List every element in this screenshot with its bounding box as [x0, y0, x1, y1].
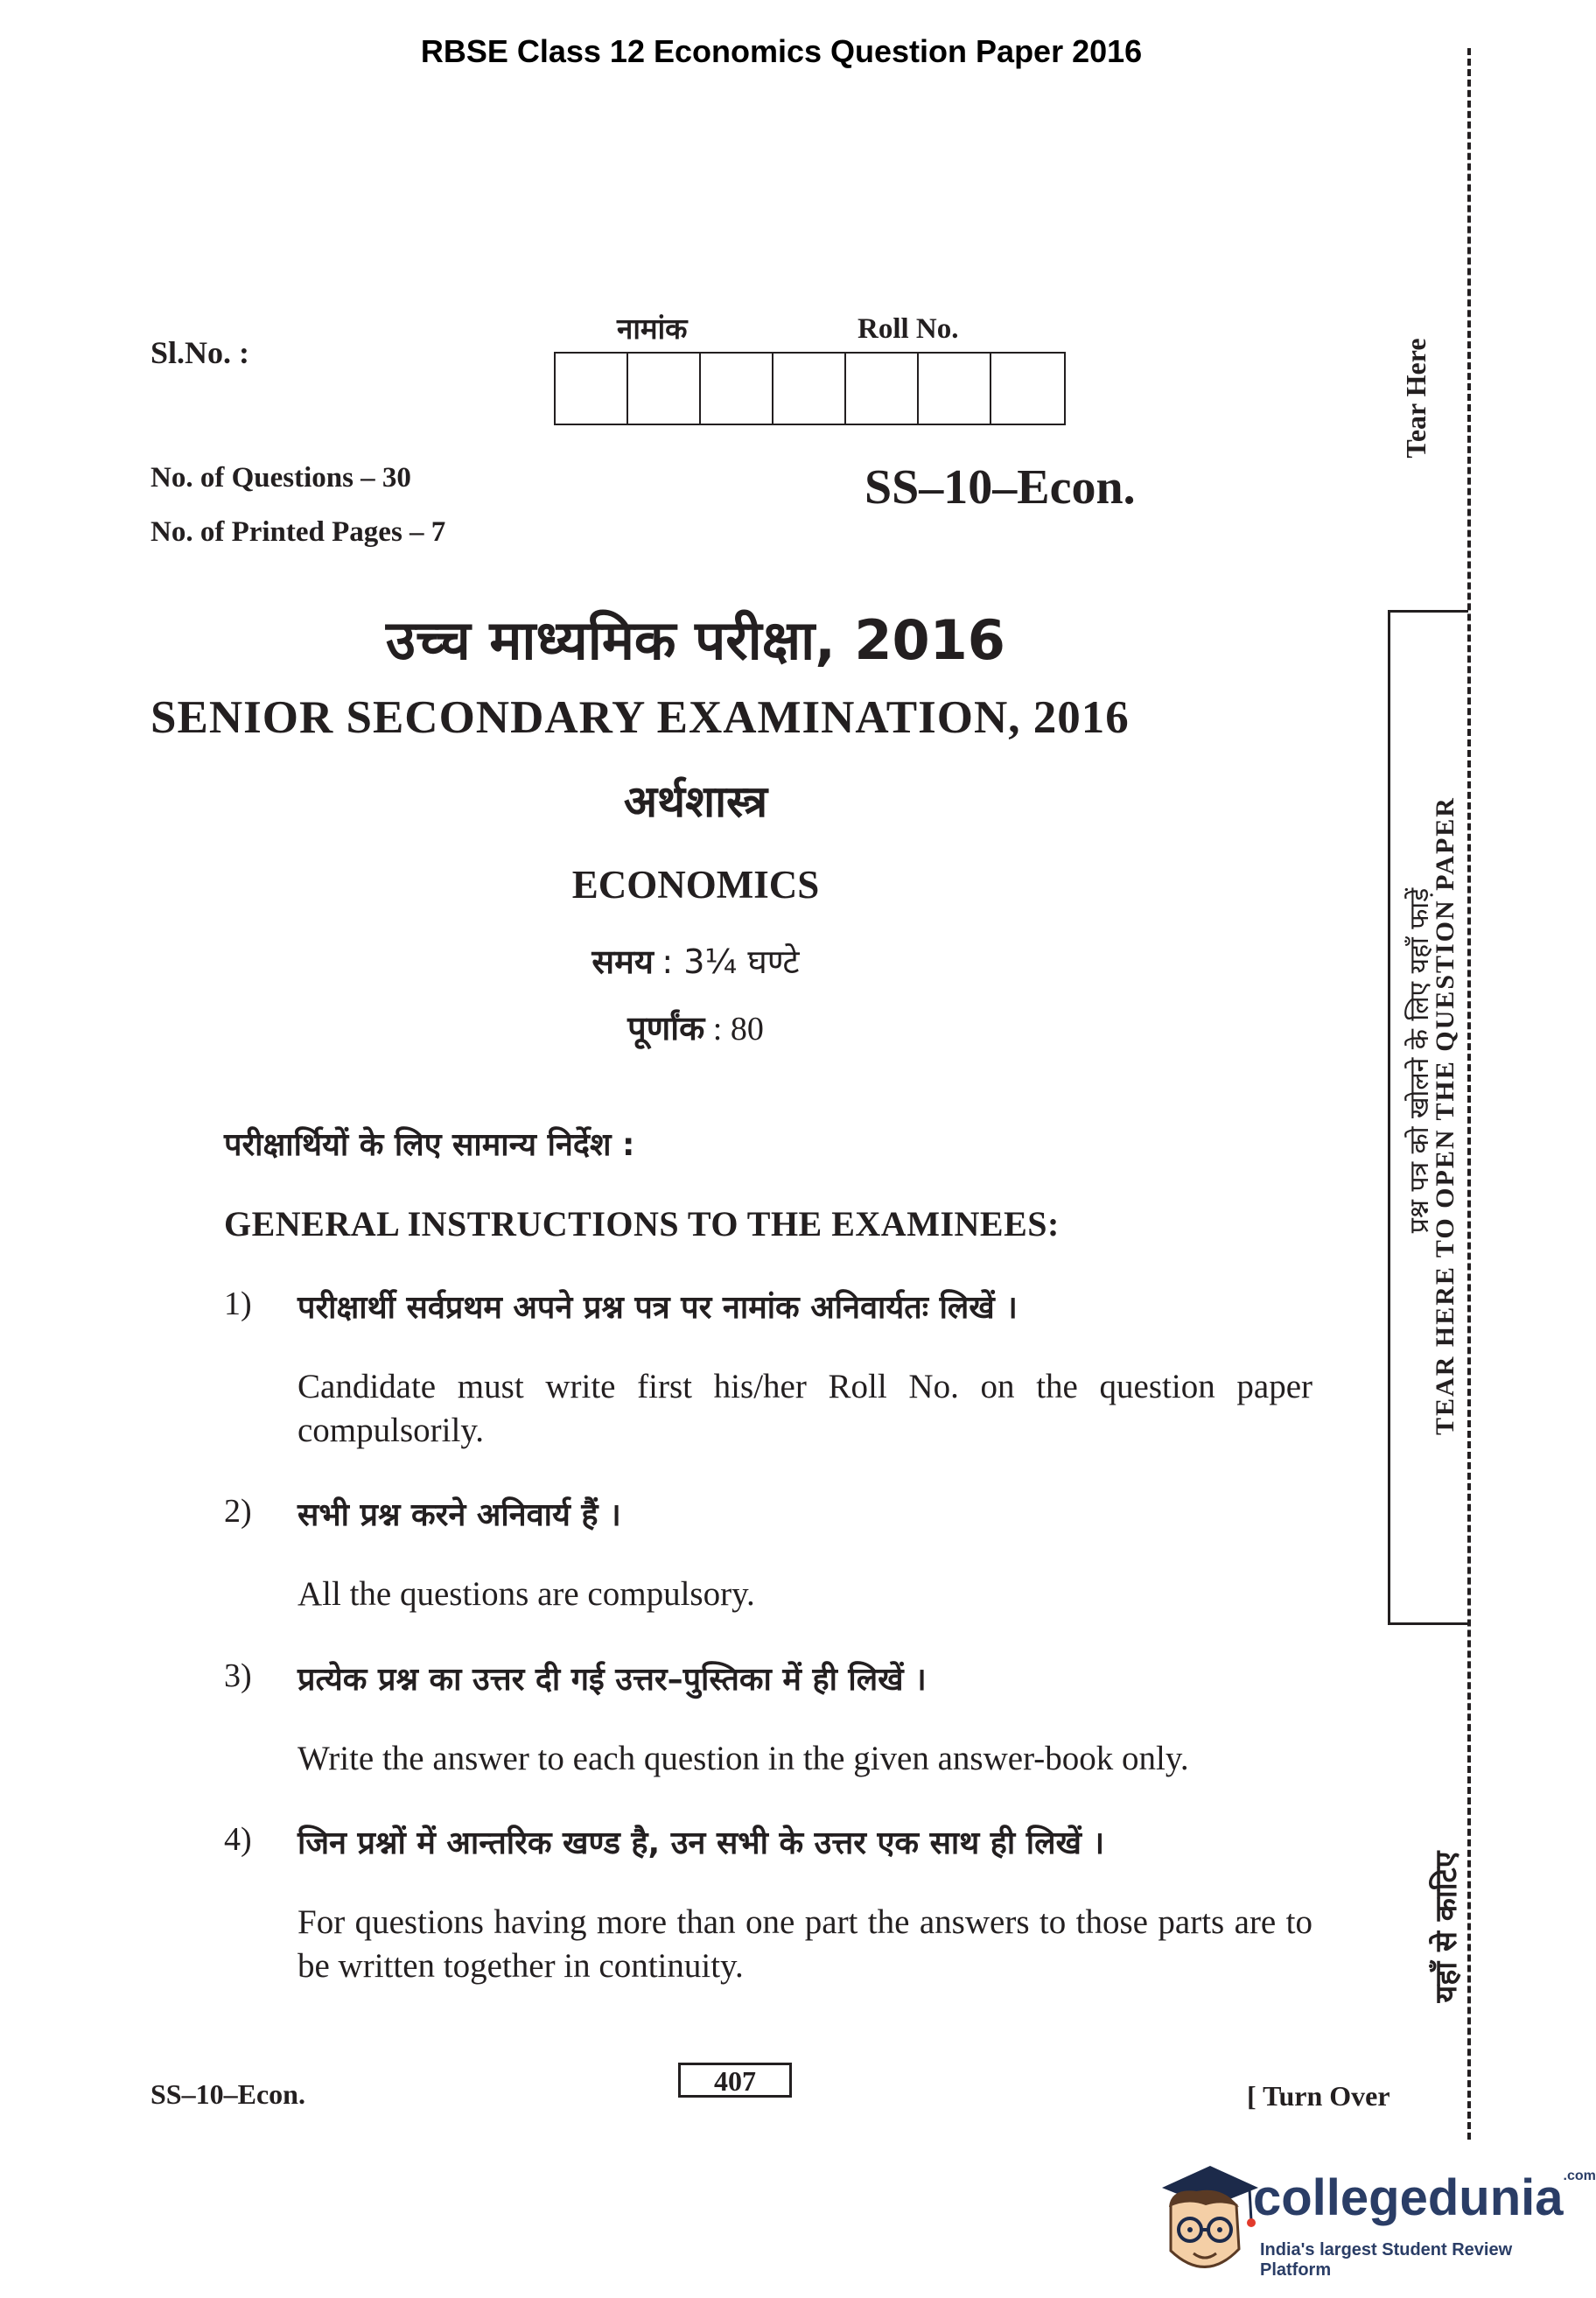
paper-code: SS–10–Econ. [864, 460, 1136, 515]
time-label: समय [592, 942, 654, 981]
collegedunia-mascot-icon [1144, 2153, 1258, 2284]
number-of-questions: No. of Questions – 30 [150, 462, 411, 494]
instruction-hindi: प्रत्येक प्रश्न का उत्तर दी गई उत्तर–पुस्तिका में ही लिखें । [298, 1662, 927, 1698]
instruction-hindi: परीक्षार्थी सर्वप्रथम अपने प्रश्न पत्र पर नामांक अनिवार्यतः लिखें । [298, 1290, 1018, 1326]
marks-value: : 80 [712, 1011, 764, 1047]
time-line [0, 938, 1391, 984]
roll-cell[interactable] [701, 354, 774, 424]
instruction-number: 3) [224, 1657, 252, 1694]
collegedunia-suffix: .com [1563, 2168, 1596, 2183]
roll-label-english: Roll No. [858, 313, 959, 345]
roll-cell[interactable] [846, 354, 919, 424]
roll-cell[interactable] [628, 354, 701, 424]
instruction-english: Candidate must write first his/her Roll No. on the question paper compulsorily. [298, 1368, 1312, 1449]
roll-cell[interactable] [556, 354, 628, 424]
exam-title-english: SENIOR SECONDARY EXAMINATION, 2016 [150, 692, 1130, 743]
instruction-english: All the questions are compulsory. [298, 1575, 755, 1613]
marks-label: पूर्णांक [627, 1009, 705, 1047]
roll-cell[interactable] [919, 354, 991, 424]
roll-cell[interactable] [774, 354, 846, 424]
slno-label: Sl.No. : [150, 335, 250, 370]
time-value: : 3¼ घण्टे [662, 942, 800, 981]
page-number: 407 [714, 2065, 756, 2097]
collegedunia-wordmark: collegedunia [1253, 2169, 1564, 2226]
instruction-english: For questions having more than one part the answers to those parts are to be written together in continuity. [298, 1903, 1312, 1985]
instruction-hindi: जिन प्रश्नों में आन्तरिक खण्ड है, उन सभी के उत्तर एक साथ ही लिखें । [298, 1825, 1105, 1861]
roll-cell[interactable] [991, 354, 1064, 424]
roll-label-hindi: नामांक [617, 312, 688, 346]
instruction-english: Write the answer to each question in the given answer-book only. [298, 1740, 1189, 1777]
collegedunia-brand [1253, 2168, 1596, 2227]
instruction-number: 2) [224, 1493, 252, 1530]
subject-hindi: अर्थशास्त्र [623, 776, 768, 827]
subject-english: ECONOMICS [571, 863, 820, 907]
tear-box-hindi: प्रश्न पत्र को खोलने के लिए यहाँ फाड़ें [1404, 887, 1435, 1234]
instruction-number: 4) [224, 1821, 252, 1858]
number-of-printed-pages: No. of Printed Pages – 7 [150, 516, 446, 548]
collegedunia-tagline: India's largest Student Review Platform [1260, 2240, 1513, 2280]
turn-over-label: [ Turn Over [1247, 2080, 1390, 2112]
instructions-heading-hindi: परीक्षार्थियों के लिए सामान्य निर्देश : [224, 1127, 635, 1163]
cut-here-hindi: यहाँ से काटिए [1429, 1851, 1464, 2003]
tear-here-label: Tear Here [1400, 338, 1432, 459]
document-header-title: RBSE Class 12 Economics Question Paper 2016 [420, 33, 1143, 69]
exam-title-hindi: उच्च माध्यमिक परीक्षा, 2016 [386, 608, 1005, 672]
footer-paper-code: SS–10–Econ. [150, 2078, 305, 2110]
page-number-box [678, 2063, 792, 2098]
instruction-number: 1) [224, 1286, 252, 1322]
instructions-heading-english: GENERAL INSTRUCTIONS TO THE EXAMINEES: [224, 1204, 1060, 1244]
instruction-hindi: सभी प्रश्न करने अनिवार्य हैं । [298, 1497, 621, 1533]
roll-number-boxes[interactable] [554, 352, 1066, 425]
tear-box-english: TEAR HERE TO OPEN THE QUESTION PAPER [1431, 796, 1460, 1435]
marks-line [0, 1005, 1391, 1050]
